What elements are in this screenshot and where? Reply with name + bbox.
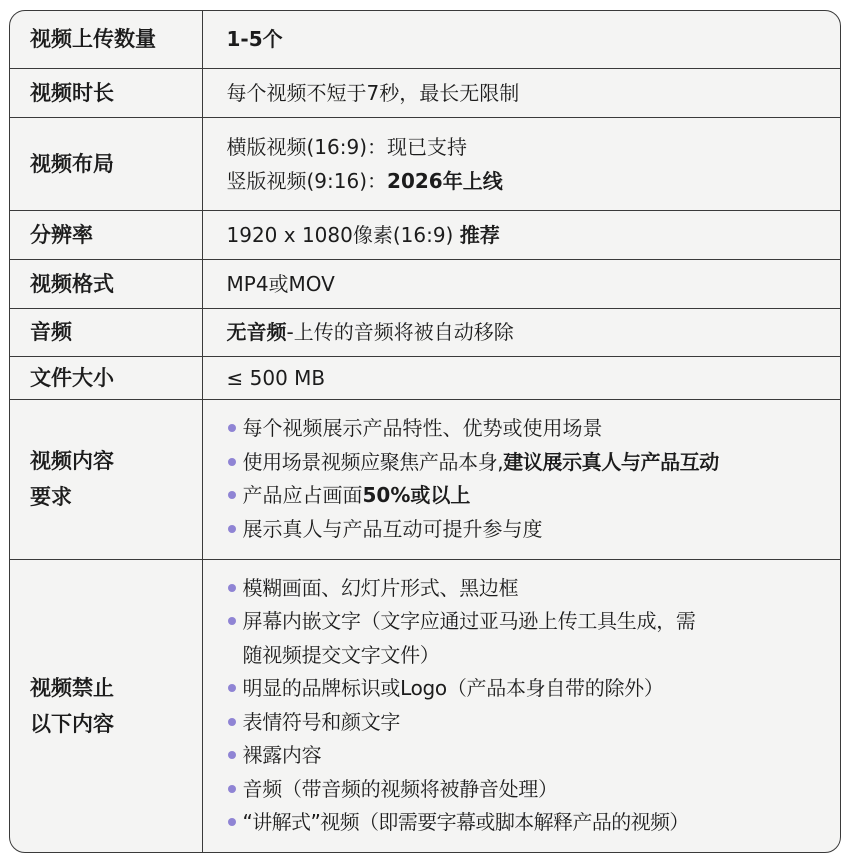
table-row bbox=[10, 11, 840, 68]
list-item bbox=[227, 806, 835, 840]
table-row bbox=[10, 356, 840, 399]
row-value bbox=[202, 559, 840, 852]
list-item-text: 随视频提交文字文件） bbox=[242, 642, 440, 667]
table-row bbox=[10, 308, 840, 356]
table-row bbox=[10, 399, 840, 559]
row-label-line: 视频内容 bbox=[30, 449, 114, 473]
bullet-dot-icon bbox=[228, 424, 236, 432]
list-item-text: 明显的品牌标识或Logo（产品本身自带的除外） bbox=[242, 676, 664, 701]
row-label bbox=[10, 399, 202, 559]
list-item-text: 使用场景视频应聚焦产品本身, bbox=[242, 449, 504, 474]
bullet-dot-icon bbox=[228, 491, 236, 499]
table-row bbox=[10, 259, 840, 308]
bullet-dot-icon bbox=[228, 458, 236, 466]
list-item bbox=[227, 479, 835, 513]
row-label-line: 要求 bbox=[30, 485, 72, 509]
list-item bbox=[227, 773, 835, 807]
list-item bbox=[227, 412, 835, 446]
row-label: 分辨率 bbox=[10, 210, 202, 259]
row-label bbox=[10, 559, 202, 852]
bullet-dot-icon bbox=[228, 785, 236, 793]
list-item-text: 产品应占画面 bbox=[242, 483, 363, 507]
layout-portrait-label: 竖版视频(9:16)： bbox=[226, 168, 388, 193]
row-label: 视频时长 bbox=[10, 68, 202, 117]
list-item bbox=[227, 706, 835, 740]
layout-landscape: 横版视频(16:9)：现已支持 bbox=[226, 134, 468, 159]
bullet-dot-icon bbox=[228, 718, 236, 726]
row-label: 视频格式 bbox=[10, 259, 202, 308]
list-item-text: 屏幕内嵌文字（文字应通过亚马逊上传工具生成，需 bbox=[242, 609, 696, 634]
list-item-emphasis: 50%或以上 bbox=[362, 483, 471, 507]
row-value: 每个视频不短于7秒，最长无限制 bbox=[202, 68, 840, 117]
row-label: 视频上传数量 bbox=[10, 11, 202, 68]
layout-portrait-status: 2026年上线 bbox=[387, 168, 503, 193]
table-row bbox=[10, 68, 840, 117]
table-row bbox=[10, 117, 840, 210]
row-value bbox=[202, 210, 840, 259]
table-row bbox=[10, 210, 840, 259]
bullet-dot-icon bbox=[228, 617, 236, 625]
content-requirements-list bbox=[227, 412, 835, 546]
row-value: ≤ 500 MB bbox=[202, 356, 840, 399]
row-value: MP4或MOV bbox=[202, 259, 840, 308]
table-row bbox=[10, 559, 840, 852]
row-label: 文件大小 bbox=[10, 356, 202, 399]
list-item bbox=[227, 605, 835, 672]
bullet-dot-icon bbox=[228, 818, 236, 826]
list-item bbox=[227, 672, 835, 706]
row-value bbox=[202, 399, 840, 559]
list-item bbox=[227, 513, 835, 547]
row-value bbox=[202, 117, 840, 210]
row-label-line: 视频禁止 bbox=[30, 675, 114, 700]
list-item-text: 表情符号和颜文字 bbox=[242, 709, 401, 734]
list-item-emphasis: 建议展示真人与产品互动 bbox=[503, 449, 719, 474]
list-item-text: 每个视频展示产品特性、优势或使用场景 bbox=[242, 416, 603, 440]
bullet-dot-icon bbox=[228, 525, 236, 533]
list-item-text: 裸露内容 bbox=[242, 743, 322, 768]
row-value: 1-5个 bbox=[202, 11, 840, 68]
list-item bbox=[227, 572, 835, 606]
bullet-dot-icon bbox=[228, 684, 236, 692]
row-value bbox=[202, 308, 840, 356]
list-item-text: “讲解式”视频（即需要字幕或脚本解释产品的视频） bbox=[242, 810, 689, 835]
prohibited-content-list bbox=[227, 572, 835, 840]
requirements-table bbox=[10, 11, 840, 852]
list-item bbox=[227, 446, 835, 480]
list-item-text: 音频（带音频的视频将被静音处理） bbox=[242, 776, 558, 801]
row-label: 视频布局 bbox=[10, 117, 202, 210]
bullet-dot-icon bbox=[228, 584, 236, 592]
resolution-recommended: 推荐 bbox=[459, 222, 500, 247]
list-item-text: 模糊画面、幻灯片形式、黑边框 bbox=[242, 575, 519, 600]
video-requirements-table bbox=[9, 10, 841, 853]
row-label-line: 以下内容 bbox=[30, 711, 114, 736]
list-item bbox=[227, 739, 835, 773]
audio-none: 无音频 bbox=[226, 320, 287, 344]
list-item-text: 展示真人与产品互动可提升参与度 bbox=[242, 516, 543, 541]
resolution-value: 1920 x 1080像素(16:9) bbox=[226, 222, 460, 247]
row-label: 音频 bbox=[10, 308, 202, 356]
layout-portrait bbox=[227, 164, 835, 198]
bullet-dot-icon bbox=[228, 751, 236, 759]
audio-note: -上传的音频将被自动移除 bbox=[286, 320, 514, 344]
